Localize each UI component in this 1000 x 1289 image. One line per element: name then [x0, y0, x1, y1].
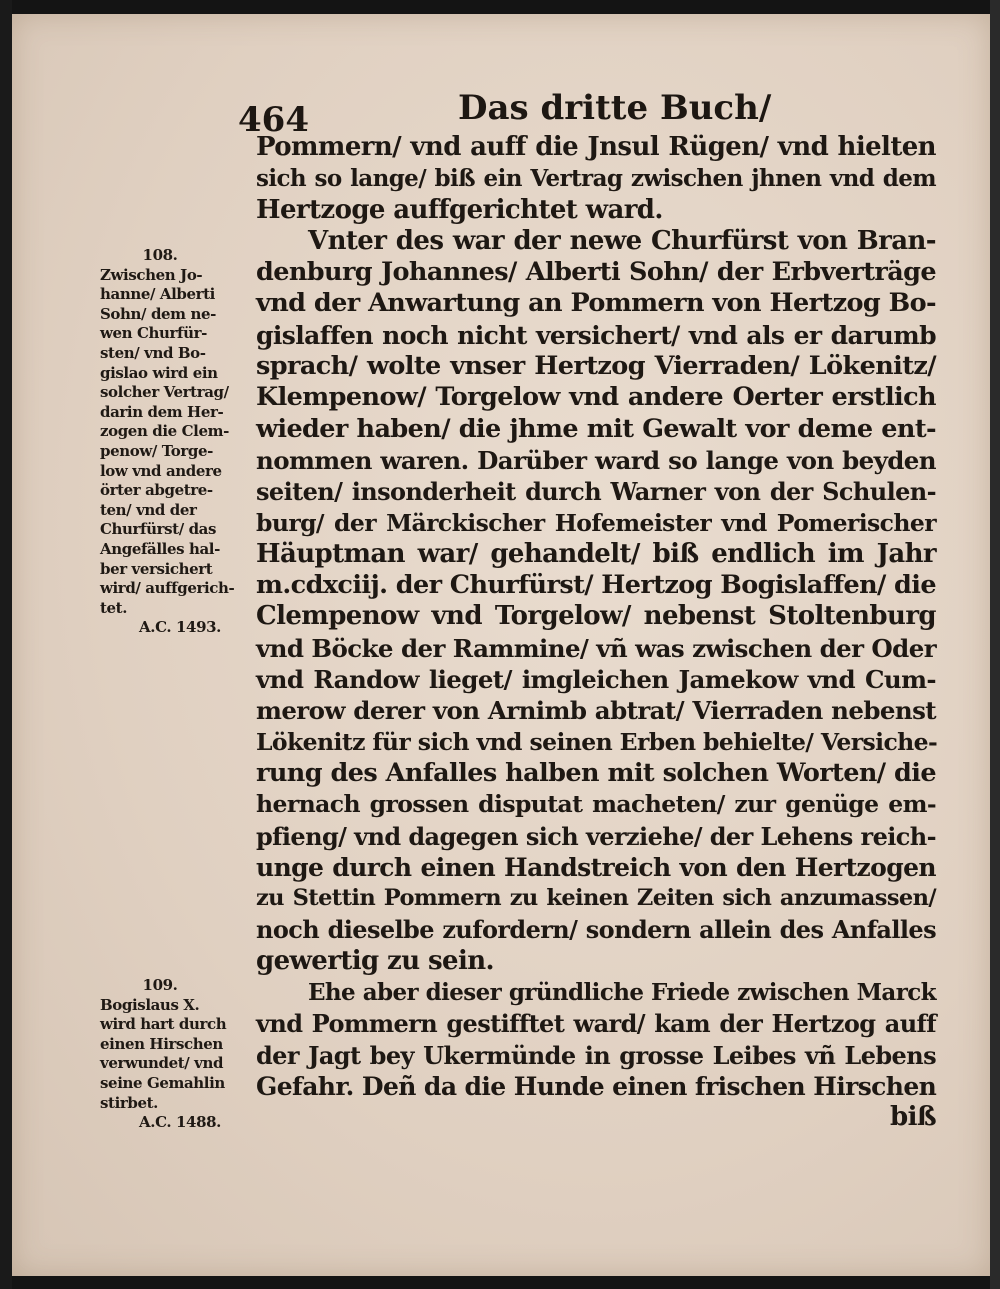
margin-note-line: seine Gemahlin: [100, 1073, 225, 1092]
text-line: Häuptman war/ gehandelt/ biß endlich im Jahr: [256, 538, 936, 569]
margin-note-line: Sohn/ dem ne-: [100, 304, 216, 323]
text-line: wieder haben/ die jhme mit Gewalt vor deme ent-: [256, 413, 936, 444]
margin-note-line: tet.: [100, 598, 128, 617]
margin-note-line: ten/ vnd der: [100, 500, 197, 519]
margin-note-number: 109.: [142, 976, 178, 994]
margin-note-line: Angefälles hal-: [100, 539, 220, 558]
margin-note-line: gislao wird ein: [100, 363, 218, 382]
text-line: hernach grossen disputat macheten/ zur genüge em-: [256, 790, 936, 819]
margin-note-line: wird hart durch: [100, 1015, 227, 1034]
margin-note-line: sten/ vnd Bo-: [100, 343, 206, 362]
text-line: nommen waren. Darüber ward so lange von beyden: [256, 445, 936, 475]
text-line: burg/ der Märckischer Hofemeister vnd Pomerischer: [256, 508, 936, 537]
margin-note-line: zogen die Clem-: [100, 422, 229, 441]
text-line: Vnter des war der newe Churfürst von Bran-: [308, 225, 936, 256]
margin-note-line: low vnd andere: [100, 461, 222, 480]
main-text-block: [256, 132, 936, 1134]
text-line: der Jagt bey Ukermünde in grosse Leibes vñ Lebens: [256, 1040, 936, 1070]
text-line: sich so lange/ biß ein Vertrag zwischen jhnen vnd dem: [256, 165, 936, 193]
margin-note-line: einen Hirschen: [100, 1034, 223, 1053]
margin-note-year: A.C. 1488.: [139, 1113, 221, 1132]
margin-note-line: wird/ auffgerich-: [100, 579, 235, 598]
text-line: rung des Anfalles halben mit solchen Worten/ die: [256, 757, 936, 788]
margin-note-line: ber versichert: [100, 559, 213, 578]
margin-note-line: Bogislaus X.: [100, 995, 200, 1014]
scan-right-border: [990, 0, 1000, 1289]
margin-note-number: 108.: [142, 246, 178, 264]
text-line: Clempenow vnd Torgelow/ nebenst Stoltenburg: [256, 601, 936, 632]
margin-note-year: A.C. 1493.: [139, 618, 221, 637]
text-line: vnd Pommern gestifftet ward/ kam der Hertzog auff: [256, 1009, 936, 1039]
text-line: vnd Böcke der Rammine/ vñ was zwischen der Oder: [256, 633, 936, 663]
text-line: Gefahr. Deñ da die Hunde einen frischen Hirschen: [256, 1071, 937, 1101]
margin-note-109: [100, 976, 250, 1133]
margin-note-line: verwundet/ vnd: [100, 1054, 224, 1073]
page-number: 464: [238, 100, 309, 140]
margin-note-line: darin dem Her-: [100, 402, 224, 421]
text-line: vnd der Anwartung an Pommern von Hertzog Bo-: [256, 288, 936, 319]
margin-note-line: örter abgetre-: [100, 481, 213, 500]
catchword: biß: [889, 1102, 936, 1133]
margin-note-line: hanne/ Alberti: [100, 285, 215, 304]
text-line: vnd Randow lieget/ imgleichen Jamekow vnd Cum-: [256, 665, 936, 695]
text-line: gislaffen noch nicht versichert/ vnd als er darumb: [256, 320, 936, 350]
text-line: sprach/ wolte vnser Hertzog Vierraden/ Lökenitz/: [256, 351, 936, 382]
text-line: denburg Johannes/ Alberti Sohn/ der Erbverträge: [256, 257, 936, 288]
text-line: seiten/ insonderheit durch Warner von der Schulen-: [256, 477, 936, 507]
text-line: noch dieselbe zufordern/ sondern allein des Anfalles: [256, 915, 936, 945]
margin-note-line: Churfürst/ das: [100, 520, 217, 539]
text-line: gewertig zu sein.: [256, 945, 494, 976]
text-line: Ehe aber dieser gründliche Friede zwischen Marck: [308, 979, 936, 1007]
text-line: Hertzoge auffgerichtet ward.: [256, 194, 663, 225]
text-line: merow derer von Arnimb abtrat/ Vierraden nebenst: [256, 696, 936, 726]
text-line: m.cdxciij. der Churfürst/ Hertzog Bogislaffen/ die: [256, 570, 936, 601]
margin-note-108: [100, 246, 250, 638]
margin-note-line: stirbet.: [100, 1093, 158, 1112]
scan-left-border: [0, 0, 12, 1289]
text-line: Pommern/ vnd auff die Jnsul Rügen/ vnd hielten: [256, 132, 936, 162]
margin-note-line: Zwischen Jo-: [100, 265, 203, 284]
text-line: pfieng/ vnd dagegen sich verziehe/ der Lehens reich-: [256, 821, 936, 851]
margin-note-line: solcher Vertrag/: [100, 383, 229, 402]
text-line: unge durch einen Handstreich von den Hertzogen: [256, 852, 936, 882]
margin-note-line: penow/ Torge-: [100, 441, 213, 460]
text-line: zu Stettin Pommern zu keinen Zeiten sich anzumassen/: [256, 885, 936, 912]
text-line: Lökenitz für sich vnd seinen Erben behielte/ Versiche-: [256, 727, 938, 756]
margin-note-line: wen Churfür-: [100, 324, 207, 343]
text-line: Klempenow/ Torgelow vnd andere Oerter erstlich: [256, 382, 936, 413]
running-head: Das dritte Buch/: [458, 88, 772, 128]
